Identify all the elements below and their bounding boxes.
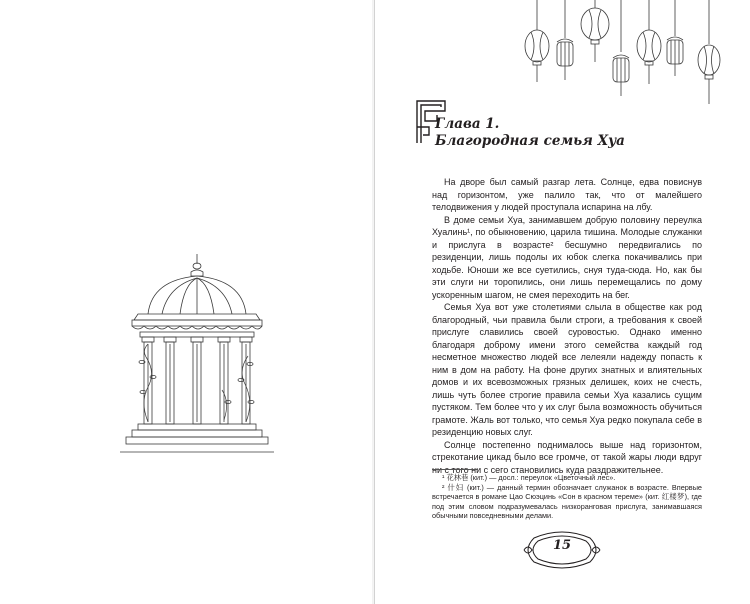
gazebo-illustration [118,252,276,462]
chapter-number: Глава 1. [435,116,500,132]
paragraph: В доме семьи Хуа, занимавшем добрую половину переулка Хуалинь¹, по обыкновению, царила тишина. Молодые служанки и прислуга в возрасте² бесшумно передвигались по резиденции, лишь подолы их юбок слегка покачивались при ходьбе. Юноши же все суетились, снуя туда-сюда. Но, как бы эти слуги ни торопились, они лишь перемещались по дому ускоренным шагом, не смея переходить на бег. [432,214,702,300]
paragraph: Солнце постепенно поднималось выше над горизонтом, стрекотание цикад было все громче, от такой жары люди вдруг ни с того ни с сего становились куда раздражительнее. [432,439,702,475]
chapter-name: Благородная семья Хуа [435,133,625,149]
body-text [432,176,702,476]
paragraph: Семья Хуа вот уже столетиями слыла в обществе как род благородный, чьи правила были строги, а требования к своей прислуге славились своей суровостью. Однако именно благодаря доброму имени этого семейства каждый год несметное множество людей все лелеяли надежду попасть к ним в дом на работу. На фоне других знатных и влиятельных домов и их всевозможных грязных делишек, коих не счесть, лишь чуть более строгие правила семьи Хуа казались сущим пустяком. Тем более что у их слуг была возможность обучиться грамоте. Жаль вот только, что семья Хуа редко покупала себе в резиденцию новых слуг. [432,302,702,437]
page-number-cartouche [520,528,604,572]
footnote: ² 什妇 (кит.) — данный термин обозначает служанок в возрасте. Впервые встречается в романе Цао Сюэцинь «Сон в красном тереме» (кит. 红楼梦), где под этим словом подразумевалась низкоранговая прислуга, занимавшаяся обычными повседневными делами. [432,482,702,521]
chapter-title [435,116,695,150]
footnote-divider [432,469,478,470]
footnotes [432,473,702,521]
footnote: ¹ 花林巷 (кит.) — досл.: переулок «Цветочный лес». [442,473,616,482]
right-page [375,0,750,604]
hanging-lanterns-illustration [515,0,735,112]
page-number: 15 [552,538,572,553]
paragraph: На дворе был самый разгар лета. Солнце, едва повиснув над горизонтом, уже палило так, что от малейшего телодвижения у людей проступала испарина на лбу. [432,177,702,212]
